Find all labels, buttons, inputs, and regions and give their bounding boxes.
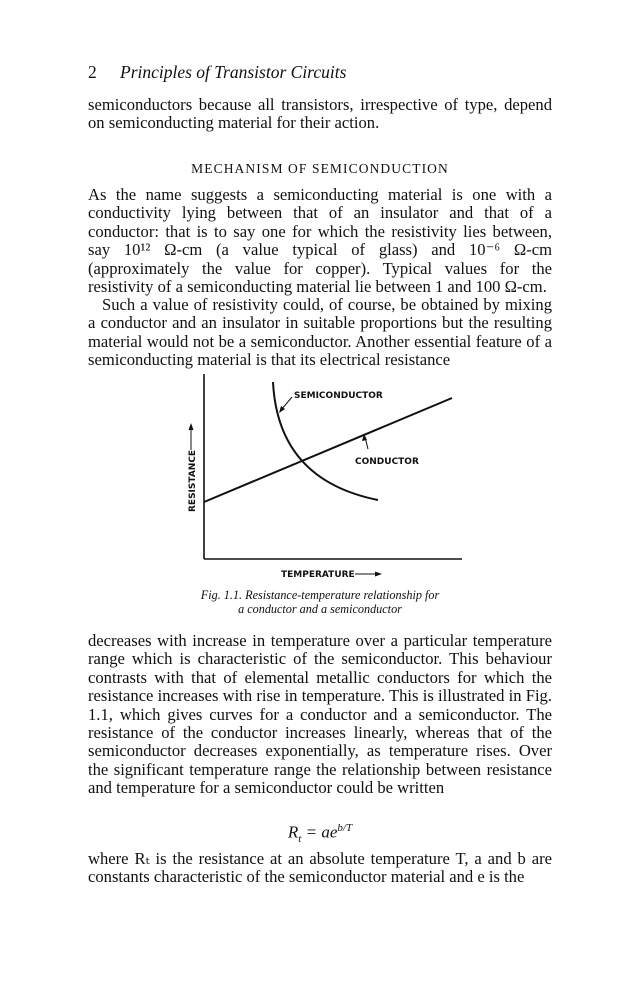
equation-lhs-subscript: t (298, 833, 302, 846)
figure-caption (150, 588, 490, 616)
figure-resistance-temperature (170, 370, 470, 585)
paragraph-behaviour: decreases with increase in temperature over a particular temperature range which is characteristic of the semiconductor. This behaviour contrasts with that of elemental metallic conductors for which the resistance increases with rise in temperature. This is illustrated in Fig. 1.1, which gives curves for a conductor and a semiconductor. The resistance of the conductor increases linearly, whereas that of the semiconductor decreases exponentially, as temperature rises. Over the significant temperature range the relationship between resistance and temperature for a semiconductor could be written (88, 631, 552, 798)
page-number: 2 (88, 62, 97, 82)
y-axis-arrowhead (189, 423, 194, 430)
x-axis-arrowhead (375, 572, 382, 577)
caption-line-2: a conductor and a semiconductor (238, 602, 402, 616)
paragraph-resistivity: Such a value of resistivity could, of course, be obtained by mixing a conductor and an insulator in suitable proportions but the resulting material would not be a semiconductor. Another essential feature of a semiconducting material is that its electrical resistance (88, 295, 552, 370)
equation-rhs: = ae (305, 822, 338, 842)
equation-resistance (88, 822, 552, 845)
equation-rhs-superscript: b/T (337, 822, 353, 834)
paragraph-definition: As the name suggests a semiconducting material is one with a conductivity lying between that of an insulator and that of a conductor: that is to say one for which the resistivity lies between, say 10¹² Ω-cm (a value typical of glass) and 10⁻⁶ Ω-cm (approximately the value for copper). Typical values for the resistivity of a semiconducting material lie between 1 and 100 Ω-cm. (88, 185, 552, 297)
paragraph-intro: semiconductors because all transistors, irrespective of type, depend on semiconducting material for their action. (88, 95, 552, 133)
conductor-line (204, 398, 452, 502)
caption-line-1: Fig. 1.1. Resistance-temperature relationship for (200, 588, 440, 602)
semiconductor-label: SEMICONDUCTOR (294, 391, 383, 401)
y-axis-label: RESISTANCE (188, 449, 198, 512)
conductor-label: CONDUCTOR (355, 457, 419, 467)
running-title: Principles of Transistor Circuits (120, 62, 347, 82)
paragraph-constants: where Rₜ is the resistance at an absolute temperature T, a and b are constants characteristic of the semiconductor material and e is the (88, 849, 552, 887)
x-axis-label: TEMPERATURE (281, 570, 355, 580)
equation-lhs: R (287, 822, 299, 842)
resistance-temperature-diagram (170, 370, 470, 585)
section-heading: MECHANISM OF SEMICONDUCTION (191, 161, 449, 176)
page-header (88, 62, 346, 83)
